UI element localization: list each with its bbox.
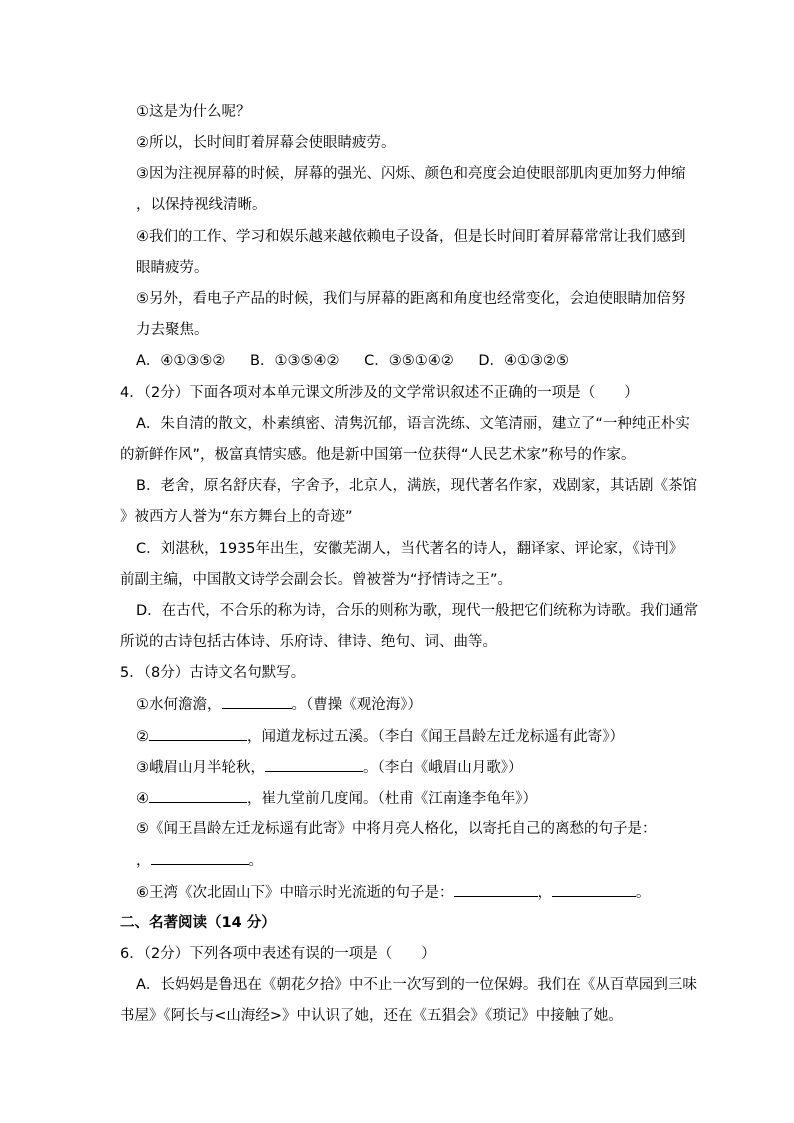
q4-option-b-line-2: 》被西方人誉为“东方舞台上的奇迹”: [120, 509, 353, 525]
q3-option-c[interactable]: C．③⑤①④②: [364, 353, 454, 369]
q5-item-6-blank-1[interactable]: [454, 882, 538, 897]
q4-option-a-line-1: A．朱自清的散文，朴素缜密、清隽沉郁，语言洗练、文笔清丽，建立了“一种纯正朴实: [136, 416, 690, 432]
q5-item-6: [136, 882, 651, 903]
q4-stem: 4．（2分）下面各项对本单元课文所涉及的文学常识叙述不正确的一项是（ ）: [120, 385, 639, 401]
q6-option-a-line-1: A．长妈妈是鲁迅在《朝花夕拾》中不止一次写到的一位保姆。我们在《从百草园到三味: [136, 977, 697, 993]
q3-sentence-4-line-2: 眼睛疲劳。: [136, 260, 209, 276]
q6-stem: 6．（2分）下列各项中表述有误的一项是（ ）: [120, 946, 436, 962]
q4-option-d-line-1: D．在古代，不合乐的称为诗，合乐的则称为歌，现代一般把它们统称为诗歌。我们通常: [136, 603, 699, 619]
q3-option-b[interactable]: B．①③⑤④②: [250, 353, 340, 369]
q4-option-d-line-2: 所说的古诗包括古体诗、乐府诗、律诗、绝句、词、曲等。: [120, 634, 497, 650]
q3-sentence-3-line-2: ，以保持视线清晰。: [136, 197, 267, 213]
q5-item-4-prefix: ④: [136, 791, 149, 807]
q5-item-6-period: 。: [636, 885, 651, 901]
q3-sentence-2: ②所以，长时间盯着屏幕会使眼睛疲劳。: [136, 135, 396, 151]
q3-option-a[interactable]: A．④①③⑤②: [136, 353, 226, 369]
q3-sentence-3-line-1: ③因为注视屏幕的时候，屏幕的强光、闪烁、颜色和亮度会迫使眼部肌肉更加努力伸缩: [136, 166, 686, 182]
q3-options: [136, 351, 589, 371]
q5-item-1-suffix: 。（曹操《观沧海》）: [291, 697, 422, 713]
q4-option-c-line-1: C．刘湛秋，1935年出生，安徽芜湖人，当代著名的诗人，翻译家、评论家，《诗刊》: [136, 541, 684, 557]
q5-item-1-prefix: ①水何澹澹，: [136, 697, 222, 713]
q5-item-2: [136, 726, 624, 747]
q6-option-a-line-2: 书屋》《阿长与<山海经>》中认识了她，还在《五猖会》《琐记》中接触了她。: [120, 1008, 623, 1024]
q5-item-5-line-2: [136, 850, 263, 871]
q5-item-6-comma: ，: [537, 885, 552, 901]
q3-sentence-1: ①这是为什么呢？: [136, 104, 251, 120]
q5-item-5-period: 。: [248, 853, 263, 869]
q5-item-6-prefix: ⑥王湾《次北固山下》中暗示时光流逝的句子是：: [136, 885, 454, 901]
q5-item-3-suffix: 。（李白《峨眉山月歌》）: [363, 760, 523, 776]
q5-item-4-suffix: ，崔九堂前几度闻。（杜甫《江南逢李龟年》）: [247, 791, 537, 807]
q4-option-b-line-1: B．老舍，原名舒庆春，字舍予，北京人，满族，现代著名作家，戏剧家，其话剧《茶馆: [136, 478, 697, 494]
q5-item-1: [136, 694, 422, 715]
q5-item-5-line-1: ⑤《闻王昌龄左迁龙标遥有此寄》中将月亮人格化，以寄托自己的离愁的句子是：: [136, 821, 657, 837]
q5-item-4-blank[interactable]: [149, 788, 247, 803]
q5-item-2-prefix: ②: [136, 729, 149, 745]
q5-item-2-suffix: ，闻道龙标过五溪。（李白《闻王昌龄左迁龙标遥有此寄》）: [247, 729, 624, 745]
q3-sentence-4-line-1: ④我们的工作、学习和娱乐越来越依赖电子设备，但是长时间盯着屏幕常常让我们感到: [136, 229, 686, 245]
q5-item-3-blank[interactable]: [265, 757, 363, 772]
q3-sentence-5-line-2: 力去聚焦。: [136, 322, 209, 338]
q4-option-a-line-2: 的新鲜作风”，极富真情实感。他是新中国第一位获得“人民艺术家”称号的作家。: [120, 447, 636, 463]
q3-sentence-5-line-1: ⑤另外，看电子产品的时候，我们与屏幕的距离和角度也经常变化，会迫使眼睛加倍努: [136, 291, 686, 307]
q5-item-6-blank-2[interactable]: [552, 882, 636, 897]
q5-stem: 5．（8分）古诗文名句默写。: [120, 665, 306, 681]
q5-item-3: [136, 757, 523, 778]
q5-item-5-comma: ，: [136, 853, 151, 869]
q5-item-5-blank[interactable]: [151, 850, 249, 865]
q3-option-d[interactable]: D．④①③②⑤: [478, 353, 569, 369]
q5-item-3-prefix: ③峨眉山月半轮秋，: [136, 760, 265, 776]
q5-item-1-blank[interactable]: [222, 694, 292, 709]
q4-option-c-line-2: 前副主编，中国散文诗学会副会长。曾被誉为“抒情诗之王”。: [120, 572, 513, 588]
section-2-heading: 二、名著阅读（14 分）: [120, 915, 276, 931]
q5-item-4: [136, 788, 537, 809]
q5-item-2-blank[interactable]: [149, 726, 247, 741]
